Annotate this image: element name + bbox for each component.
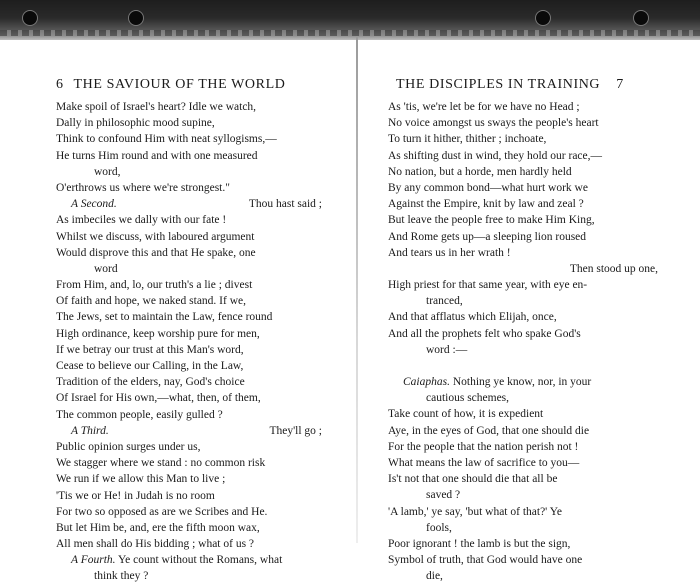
verse-line: cautious schemes, xyxy=(426,392,510,405)
verse-line: think they ? xyxy=(94,570,149,583)
verse-line: And that afflatus which Elijah, once, xyxy=(388,311,557,324)
verse-line: High priest for that same year, with eye en- xyxy=(388,279,588,292)
verse-line: And all the prophets felt who spake God's xyxy=(388,327,581,340)
verse-line: No voice amongst us sways the people's heart xyxy=(388,117,599,130)
verse-text xyxy=(388,99,658,584)
verse-line: O'erthrows us where we're strongest." xyxy=(56,181,230,194)
speaker-name: A Second. xyxy=(71,198,117,211)
verse-line: But leave the people free to make Him King, xyxy=(388,214,595,227)
verse-line: fools, xyxy=(426,521,452,534)
page-number: 6 xyxy=(56,77,64,92)
verse-line: Then stood up one, xyxy=(569,262,658,275)
verse-line: We stagger where we stand : no common risk xyxy=(56,457,266,470)
page-number: 7 xyxy=(616,77,624,92)
verse-line: Symbol of truth, that God would have one xyxy=(388,554,583,567)
verse-line: But let Him be, and, ere the fifth moon wax, xyxy=(56,521,260,534)
verse-line: Of faith and hope, we naked stand. If we, xyxy=(56,295,247,308)
running-head-title: THE SAVIOUR OF THE WORLD xyxy=(73,77,286,92)
verse-line: And Rome gets up—a sleeping lion roused xyxy=(388,230,587,243)
right-page xyxy=(358,0,700,583)
verse-line: Tradition of the elders, nay, God's choice xyxy=(56,376,245,389)
speaker-name: Caiaphas. xyxy=(403,376,450,388)
verse-line: Against the Empire, knit by law and zeal ? xyxy=(388,198,584,211)
verse-line: Take count of how, it is expedient xyxy=(388,408,544,421)
verse-line: What means the law of sacrifice to you— xyxy=(388,456,580,469)
verse-line: As 'tis, we're let be for we have no Head ; xyxy=(388,101,580,113)
verse-line: word, xyxy=(94,165,121,178)
verse-line: From Him, and, lo, our truth's a lie ; divest xyxy=(56,279,253,292)
speech-text: Nothing ye know, nor, in your xyxy=(449,376,592,388)
verse-line: If we betray our trust at this Man's word, xyxy=(56,343,244,356)
stanza-gap xyxy=(388,358,658,374)
speech-text: They'll go ; xyxy=(269,424,322,437)
verse-line: Make spoil of Israel's heart? Idle we watch, xyxy=(56,101,257,113)
verse-line: No nation, but a horde, men hardly held xyxy=(388,165,572,178)
running-head-title: THE DISCIPLES IN TRAINING xyxy=(396,77,601,92)
speaker-name: A Fourth. xyxy=(71,554,116,567)
verse-line xyxy=(56,196,322,212)
verse-line: For two so opposed as are we Scribes and He. xyxy=(56,505,268,518)
verse-line: saved ? xyxy=(426,489,461,502)
verse-line: Aye, in the eyes of God, that one should die xyxy=(388,424,590,437)
speech-text: Thou hast said ; xyxy=(248,198,322,211)
verse-line: We run if we allow this Man to live ; xyxy=(56,473,226,486)
verse-line: 'A lamb,' ye say, 'but what of that?' Ye xyxy=(388,505,562,518)
verse-line: As imbeciles we dally with our fate ! xyxy=(56,214,227,227)
verse-line xyxy=(56,423,322,439)
verse-line: word xyxy=(94,262,118,275)
verse-line: Poor ignorant ! the lamb is but the sign, xyxy=(388,537,571,550)
verse-line: tranced, xyxy=(426,295,463,308)
running-head xyxy=(396,77,624,93)
verse-line: As shifting dust in wind, they hold our race,— xyxy=(388,149,603,162)
verse-line: To turn it hither, thither ; inchoate, xyxy=(388,133,547,146)
speaker-name: A Third. xyxy=(71,424,109,437)
verse-line xyxy=(388,374,658,390)
verse-line: die, xyxy=(426,570,443,583)
verse-line: Would disprove this and that He spake, one xyxy=(56,246,256,259)
verse-line: word :— xyxy=(426,343,468,356)
verse-line: By any common bond—what hurt work we xyxy=(388,181,588,194)
verse-line: 'Tis we or He! in Judah is no room xyxy=(56,489,215,502)
verse-line: He turns Him round and with one measured xyxy=(56,149,258,162)
verse-line: The Jews, set to maintain the Law, fence round xyxy=(56,311,273,324)
verse-line: Public opinion surges under us, xyxy=(56,440,201,453)
verse-line: All men shall do His bidding ; what of us ? xyxy=(56,538,255,551)
running-head xyxy=(56,77,285,93)
verse-line: Think to confound Him with neat syllogisms,— xyxy=(56,133,277,146)
verse-line: And tears us in her wrath ! xyxy=(388,246,511,259)
verse-line: Of Israel for His own,—what, then, of them, xyxy=(56,392,261,405)
verse-line: Dally in philosophic mood supine, xyxy=(56,117,215,130)
verse-line: The common people, easily gulled ? xyxy=(56,408,223,421)
verse-text xyxy=(56,99,322,585)
verse-line: Whilst we discuss, with laboured argument xyxy=(56,230,255,243)
verse-line: Is't not that one should die that all be xyxy=(388,473,558,486)
speech-text: Ye count without the Romans, what xyxy=(115,554,283,567)
verse-line xyxy=(56,552,322,568)
verse-line: High ordinance, keep worship pure for men, xyxy=(56,327,260,340)
verse-line: Cease to believe our Calling, in the Law, xyxy=(56,360,244,372)
verse-line: For the people that the nation perish not ! xyxy=(388,440,579,453)
